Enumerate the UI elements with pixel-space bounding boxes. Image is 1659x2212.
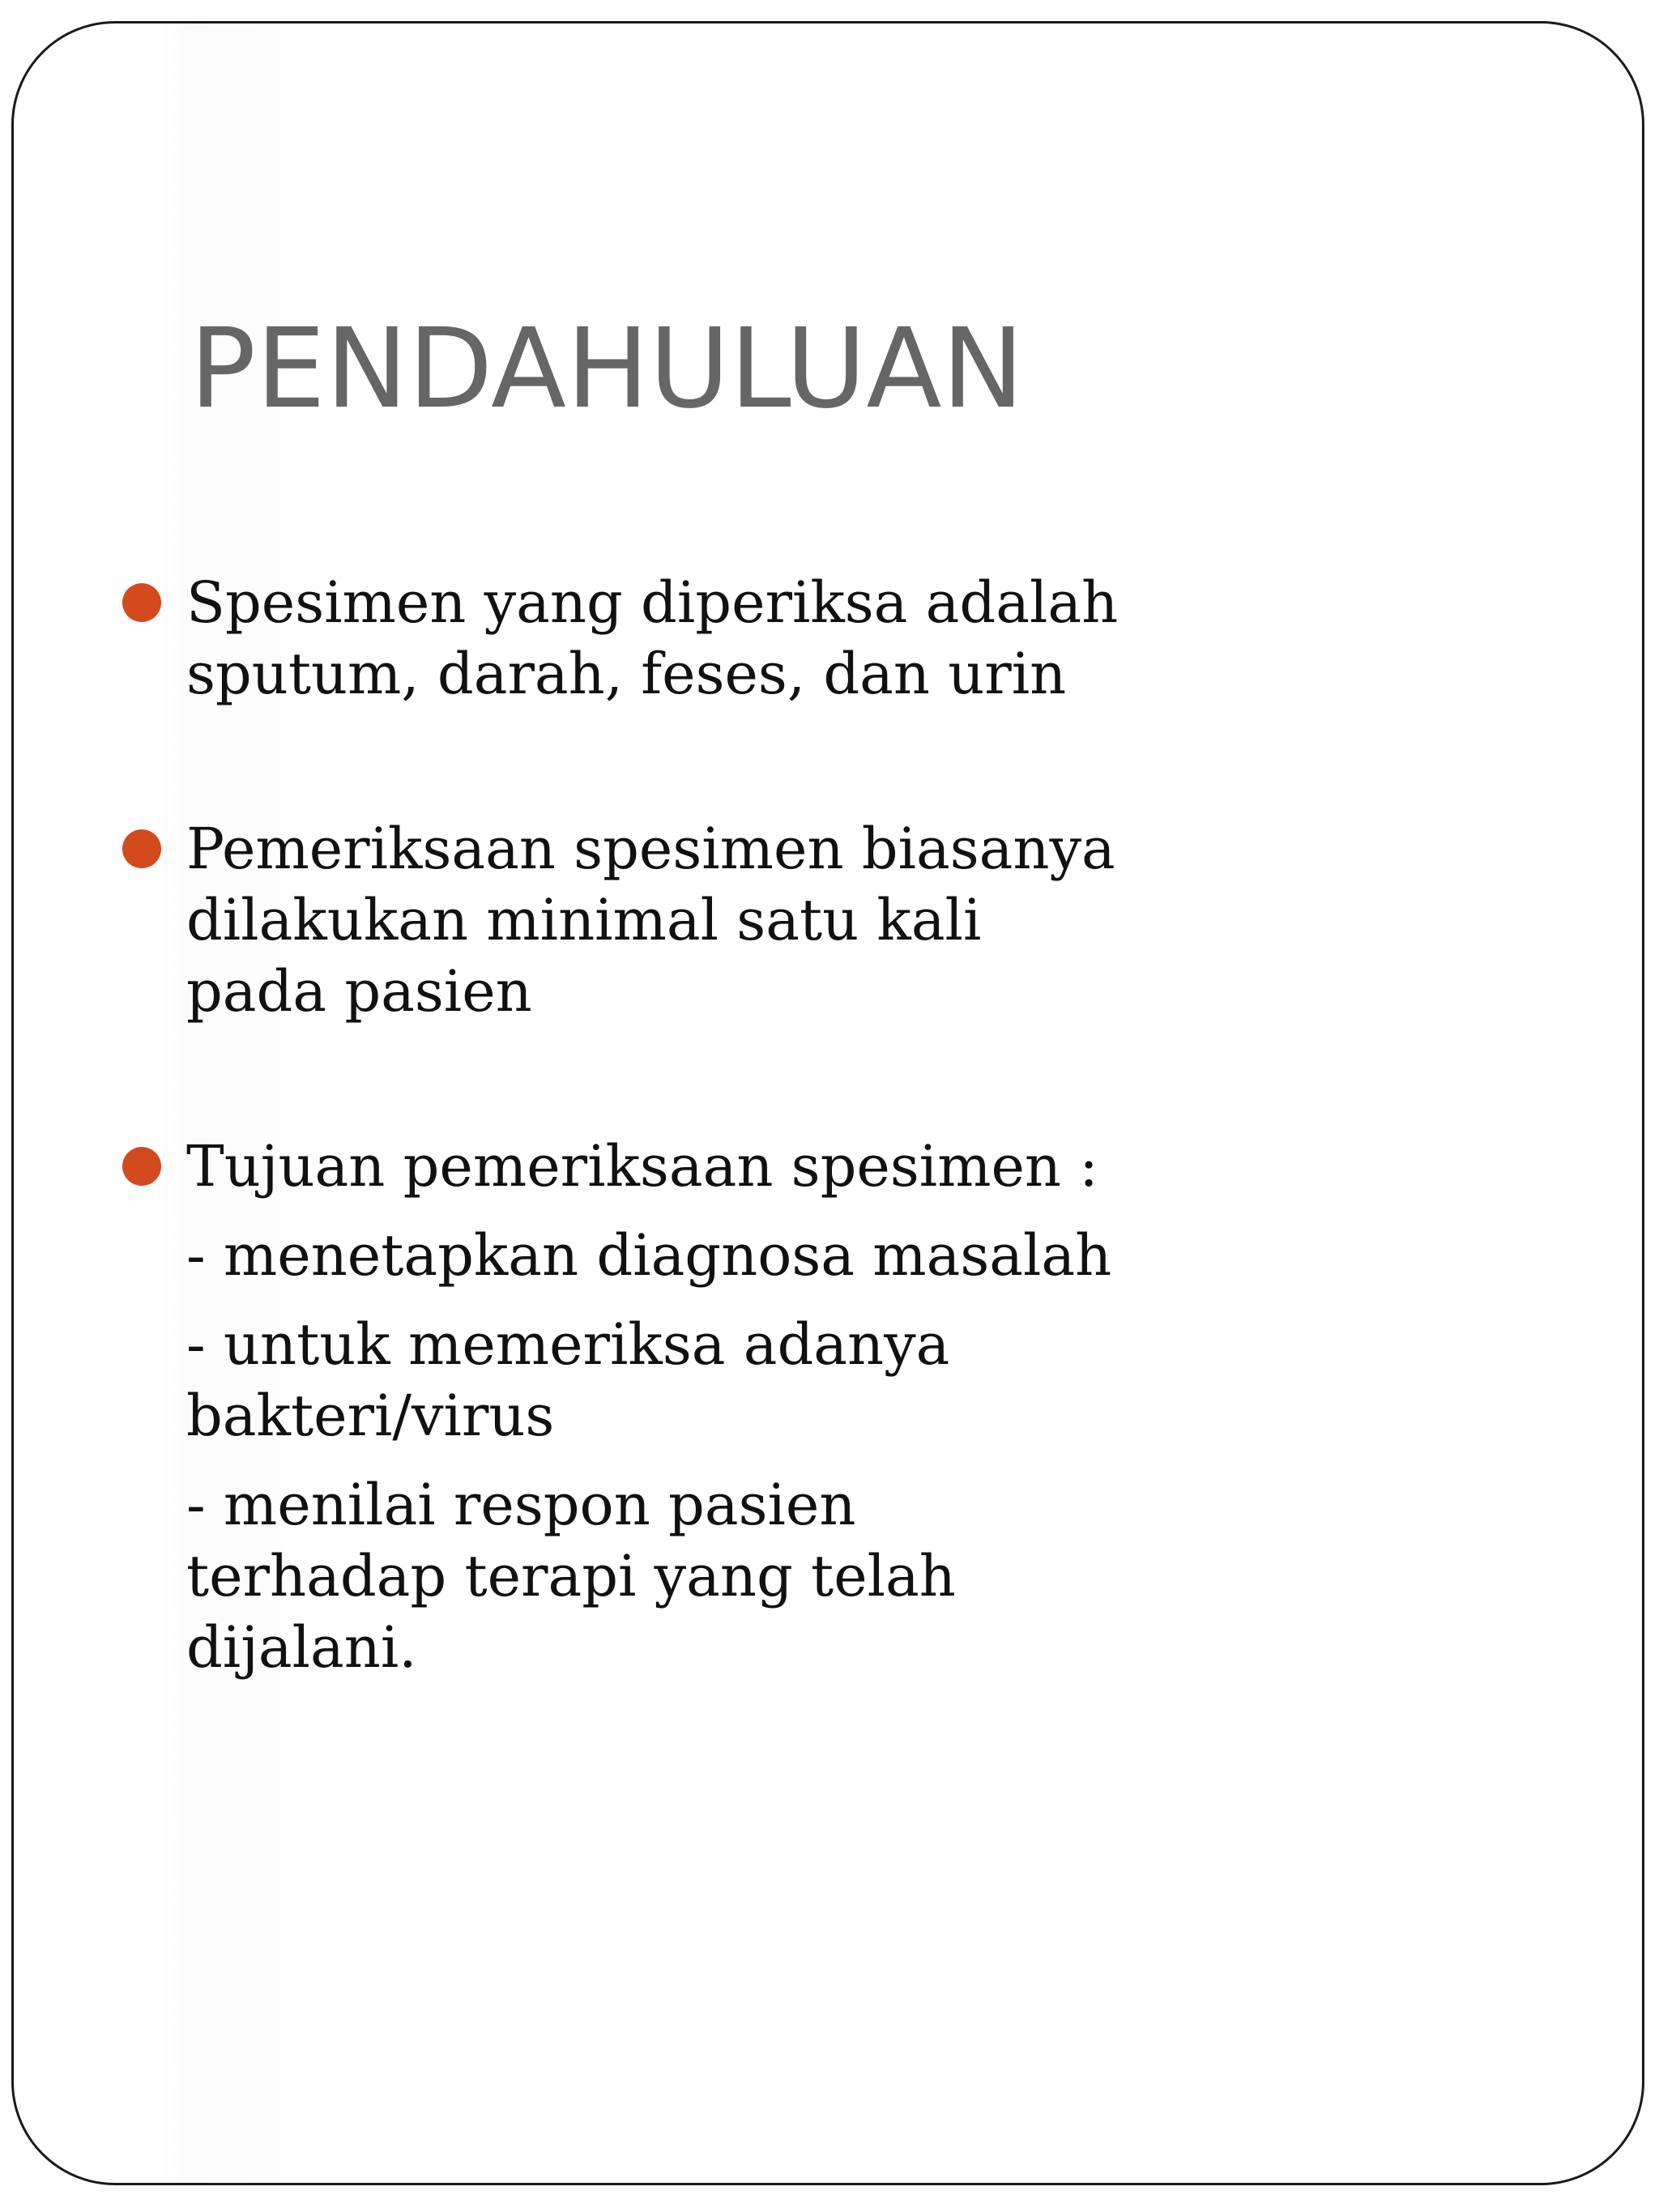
bullet-text <box>186 567 1118 710</box>
bullet-dot-icon <box>122 1147 161 1186</box>
sub-item-line: bakteri/virus <box>186 1383 555 1449</box>
bullet-text <box>186 1131 1111 1683</box>
sub-item-line: - menetapkan diagnosa masalah <box>186 1222 1112 1289</box>
bullet-line: Spesimen yang diperiksa adalah <box>186 569 1119 636</box>
sub-item-line: - untuk memeriksa adanya <box>186 1311 950 1378</box>
bullet-line: sputum, darah, feses, dan urin <box>186 641 1067 707</box>
bullet-dot-icon <box>122 583 161 622</box>
bullet-dot-icon <box>122 829 161 868</box>
sub-item <box>186 1220 1111 1291</box>
bullet-text <box>186 813 1115 1027</box>
sub-item-line: terhadap terapi yang telah <box>186 1543 956 1609</box>
bullet-line: pada pasien <box>186 958 532 1025</box>
sub-item <box>186 1469 1111 1683</box>
sub-item-line: dijalani. <box>186 1614 417 1681</box>
bullet-line: dilakukan minimal satu kali <box>186 887 982 953</box>
bullet-line: Pemeriksaan spesimen biasanya <box>186 816 1115 882</box>
sub-item <box>186 1309 1111 1451</box>
slide-title: PENDAHULUAN <box>190 305 1025 433</box>
bullet-line: Tujuan pemeriksaan spesimen : <box>186 1133 1098 1200</box>
sub-item-line: - menilai respon pasien <box>186 1472 856 1538</box>
